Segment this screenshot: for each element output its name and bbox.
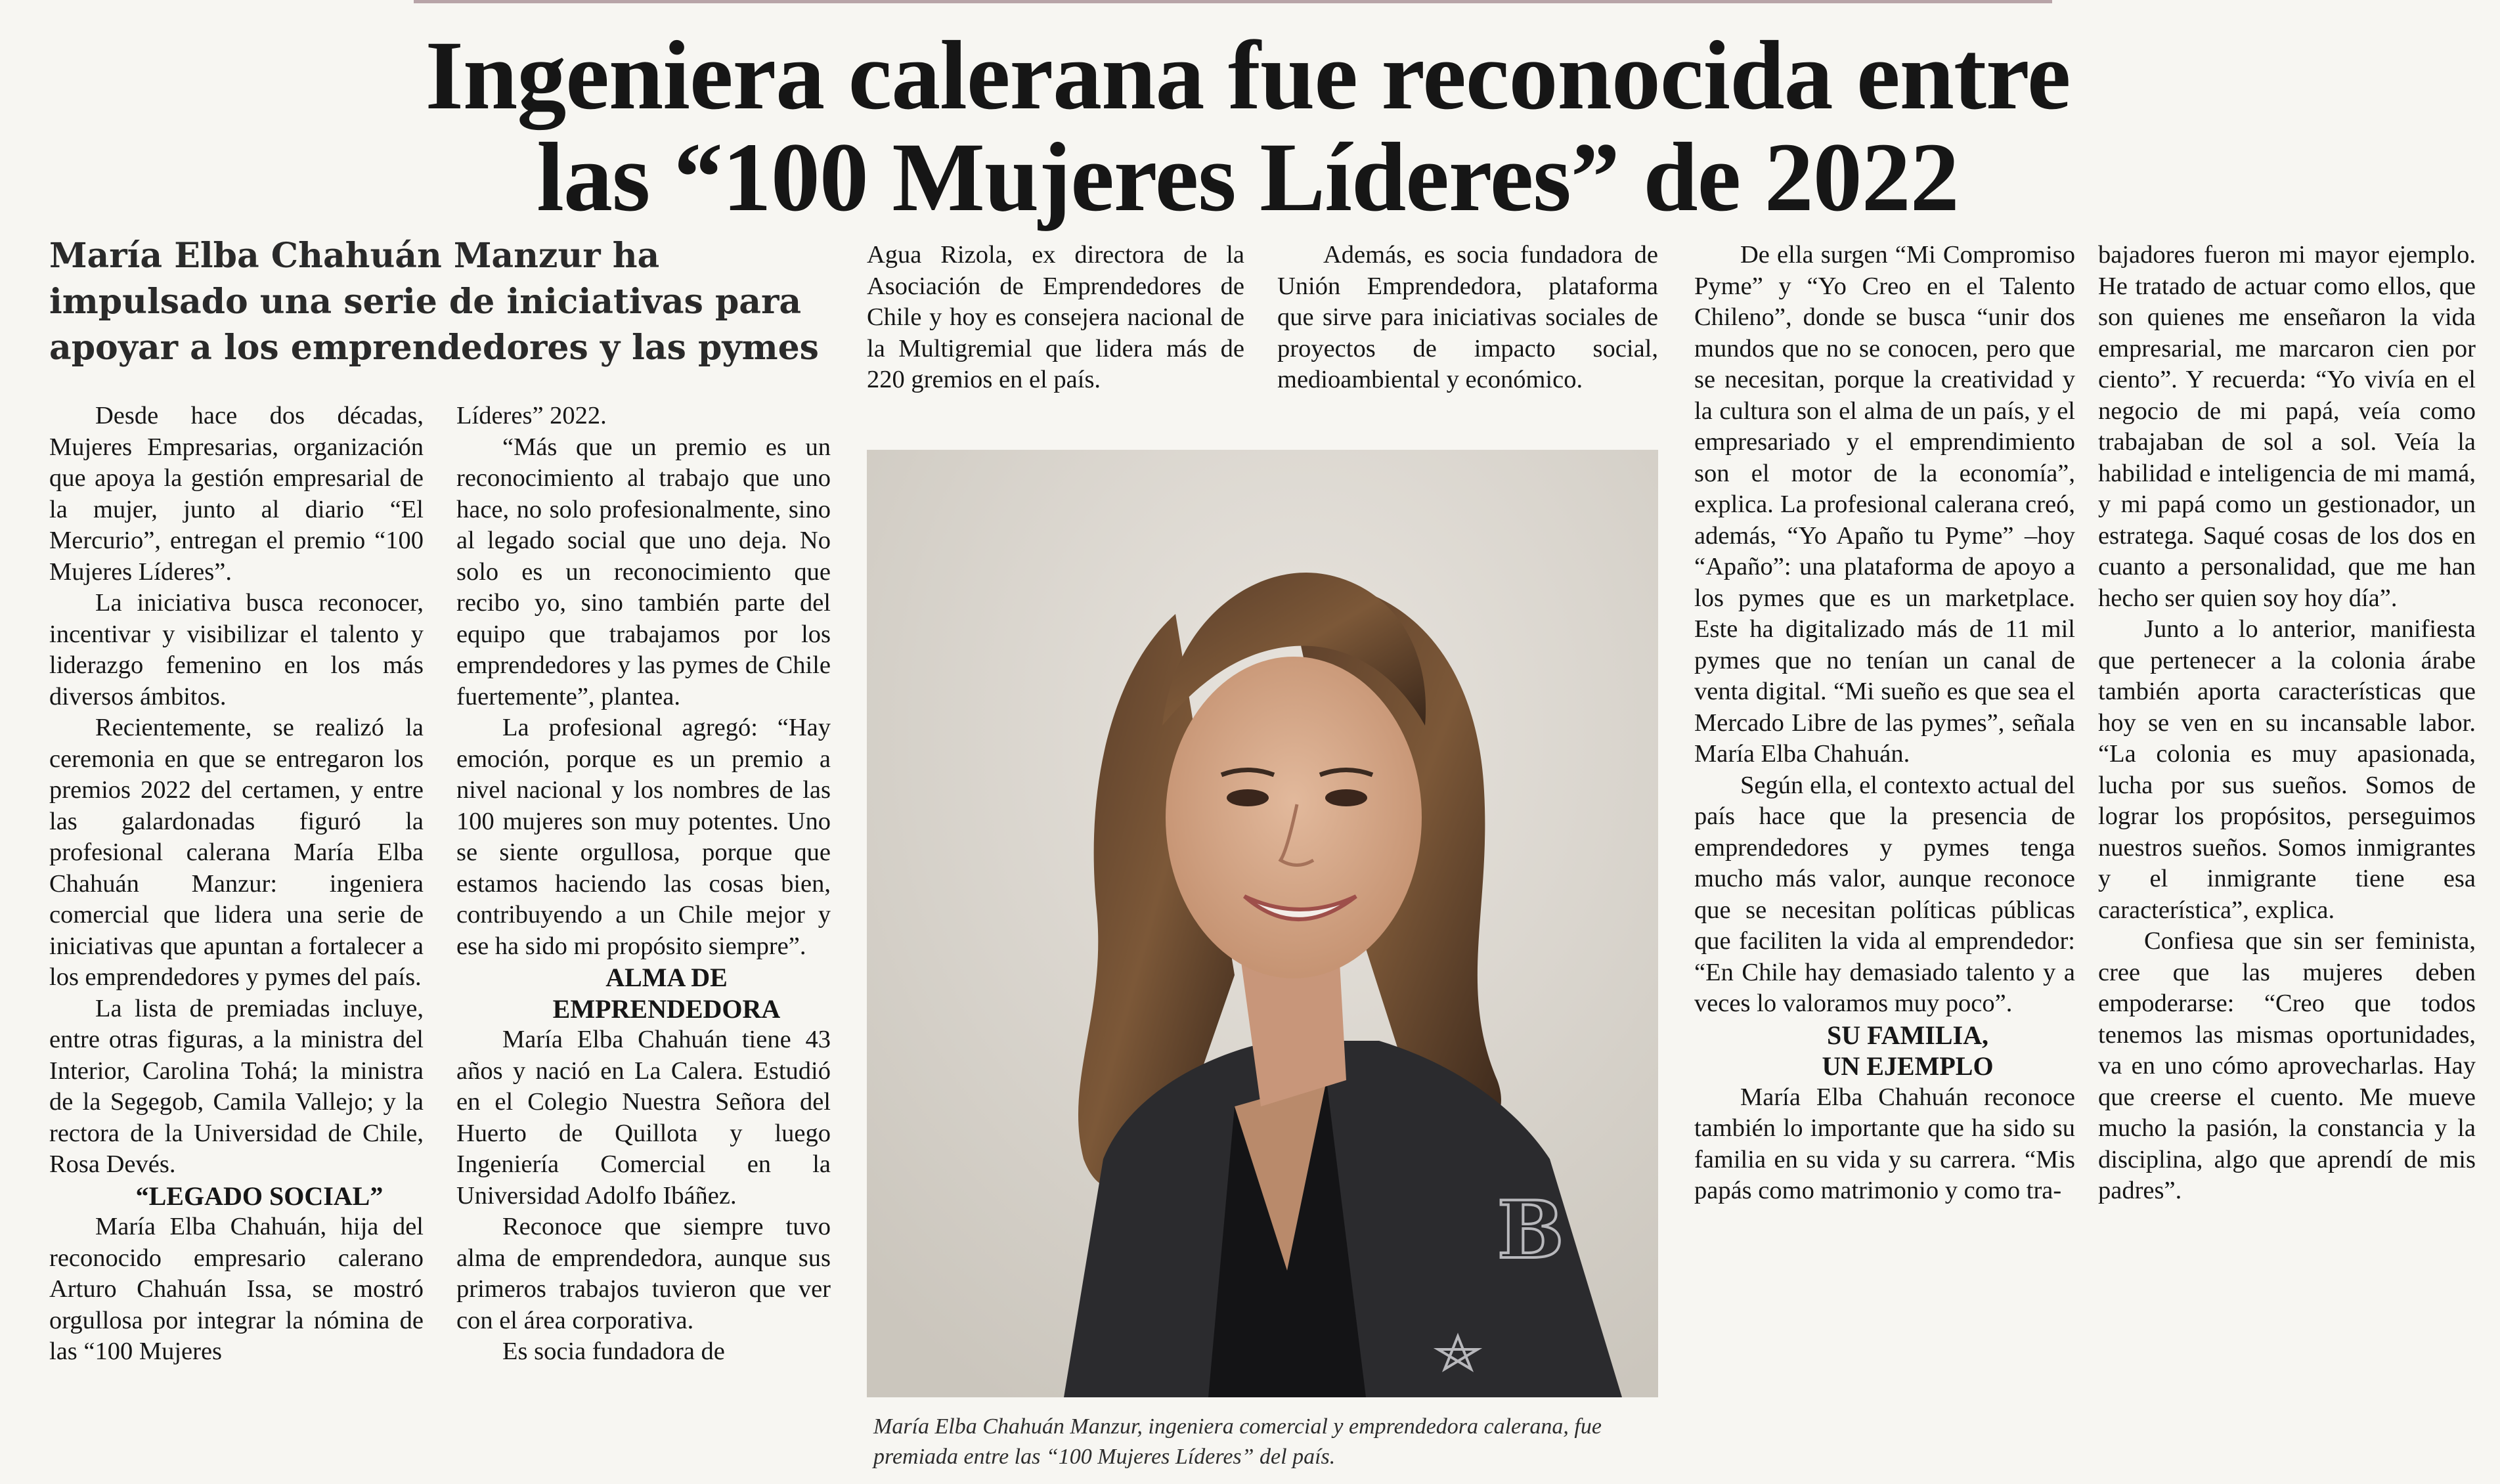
subheading-alma-line-2: EMPRENDEDORA — [552, 993, 781, 1024]
paragraph: María Elba Chahuán tiene 43 años y nació en La Calera. Estudió en el Colegio Nuestra Señora del Huerto de Quillota y luego Ingeniería Comercial en la Universidad Adolfo Ibáñez. — [456, 1026, 831, 1210]
paragraph: Es socia fundadora de — [502, 1338, 725, 1365]
paragraph: María Elba Chahuán reconoce también lo importante que ha sido su familia en su vida y su carrera. “Mis papás como matrimonio y como tra- — [1694, 1083, 2075, 1204]
paragraph: Desde hace dos décadas, Mujeres Empresarias, organización que apoya la gestión empresarial de la mujer, junto al diario “El Mercurio”, entregan el premio “100 Mujeres Líderes”. — [49, 402, 424, 586]
paragraph: Además, es socia fundadora de Unión Emprendedora, plataforma que sirve para iniciativas sociales de proyectos de impacto social, medioambiental y económico. — [1277, 241, 1658, 393]
subheading-familia-line-1: SU FAMILIA, — [1827, 1020, 1988, 1050]
paragraph: Según ella, el contexto actual del país hace que la presencia de emprendedores y pymes tenga mucho más valor, aunque reconoce que se necesitan políticas públicas que faciliten la vida al emprendedor: “En Chile hay demasiado talento y a veces lo valoramos muy poco”. — [1694, 771, 2075, 1017]
paragraph: De ella surgen “Mi Compromiso Pyme” y “Yo Creo en el Talento Chileno”, donde se busca “unir dos mundos que no se conocen, pero que se necesitan, porque la creatividad y la cultura son el alma de un país, y el empresariado y el emprendimiento son el motor de la economía”, explica. La profesional calerana creó, además, “Yo Apaño tu Pyme” –hoy “Apaño”: una plataforma de apoyo a los pymes que es un marketplace. Este ha digitalizado más de 11 mil pymes que no tenían un canal de venta digital. “Mi sueño es que sea el Mercado Libre de las pymes”, señala María Elba Chahuán. — [1694, 241, 2075, 768]
paragraph: La iniciativa busca reconocer, incentivar y visibilizar el talento y liderazgo femenino en los más diversos ámbitos. — [49, 589, 424, 710]
headline-line-1: Ingeniera calerana fue reconocida entre — [425, 21, 2071, 130]
paragraph: María Elba Chahuán, hija del reconocido empresario calerano Arturo Chahuán Issa, se mostró orgullosa por integrar la nómina de las “100 Mujeres — [49, 1213, 424, 1365]
column-4-top — [1277, 240, 1658, 396]
paragraph: La profesional agregó: “Hay emoción, porque es un premio a nivel nacional y los nombres de las 100 mujeres son muy potentes. Uno se siente orgullosa, porque que estamos haciendo las cosas bien, contribuyendo a un Chile mejor y ese ha sido mi propósito siempre”. — [456, 714, 831, 960]
paragraph: bajadores fueron mi mayor ejemplo. He tratado de actuar como ellos, que son quienes me enseñaron la vida empresarial, me marcaron cien por ciento”. Y recuerda: “Yo vivía en el negocio de mi papá, veía como trabajaban de sol a sol. Veía la habilidad e inteligencia de mi mamá, y mi papá como un gestionador, un estratega. Saqué cosas de los dos en cuanto a personalidad, que me han hecho ser quien soy hoy día”. — [2098, 241, 2476, 612]
subheading-familia-line-2: UN EJEMPLO — [1822, 1051, 1994, 1081]
paragraph: “Más que un premio es un reconocimiento al trabajo que uno hace, no solo profesionalmente, sino al legado social que uno deja. No solo es un reconocimiento que recibo yo, sino también parte del equipo que trabajamos por los emprendedores y las pymes de Chile fuertemente”, plantea. — [456, 433, 831, 710]
paragraph: Líderes” 2022. — [456, 402, 607, 429]
column-5 — [1694, 240, 2075, 1207]
photo-caption: María Elba Chahuán Manzur, ingeniera comercial y emprendedora calerana, fue premiada entre las “100 Mujeres Líderes” del país. — [873, 1414, 1602, 1469]
column-3-top — [867, 240, 1244, 396]
portrait-photo — [867, 450, 1658, 1397]
column-2 — [456, 401, 831, 1368]
paragraph: Confiesa que sin ser feminista, cree que las mujeres deben empoderarse: “Creo que todos tenemos las mismas oportunidades, va en uno cómo aprovecharlas. Hay que creerse el cuento. Me mueve mucho la pasión, la constancia y la disciplina, algo que aprendí de mis padres”. — [2098, 927, 2476, 1204]
paragraph: Recientemente, se realizó la ceremonia en que se entregaron los premios 2022 del certamen, y entre las galardonadas figuró la profesional calerana María Elba Chahuán Manzur: ingeniera comercial que lidera una serie de iniciativas que apuntan a fortalecer a los emprendedores y pymes del país. — [49, 714, 424, 991]
top-rule — [414, 0, 2052, 3]
deck-subheadline: María Elba Chahuán Manzur ha impulsado una serie de iniciativas para apoyar a los emprendedores y las pymes — [49, 236, 819, 368]
column-6 — [2098, 240, 2476, 1207]
headline-line-2: las “100 Mujeres Líderes” de 2022 — [537, 123, 1959, 232]
column-1 — [49, 401, 424, 1368]
subheading-legado-social: “LEGADO SOCIAL” — [135, 1181, 384, 1211]
svg-text:B: B — [1497, 1184, 1564, 1277]
paragraph: Agua Rizola, ex directora de la Asociación de Emprendedores de Chile y hoy es consejera nacional de la Multigremial que lidera más de 220 gremios en el país. — [867, 241, 1244, 393]
paragraph: La lista de premiadas incluye, entre otras figuras, a la ministra del Interior, Carolina Tohá; la ministra de la Segegob, Camila Vallejo; y la rectora de la Universidad de Chile, Rosa Devés. — [49, 994, 424, 1178]
subheading-alma-line-1: ALMA DE — [605, 963, 728, 992]
paragraph: Junto a lo anterior, manifiesta que pertenecer a la colonia árabe también aporta características que hoy se ven en su incansable labor. “La colonia es muy apasionada, lucha por sus sueños. Somos de lograr los propósitos, perseguimos nuestros sueños. Somos inmigrantes y el inmigrante tiene esa característica”, explica. — [2098, 615, 2476, 924]
paragraph: Reconoce que siempre tuvo alma de emprendedora, aunque sus primeros trabajos tuvieron que ver con el área corporativa. — [456, 1213, 831, 1334]
